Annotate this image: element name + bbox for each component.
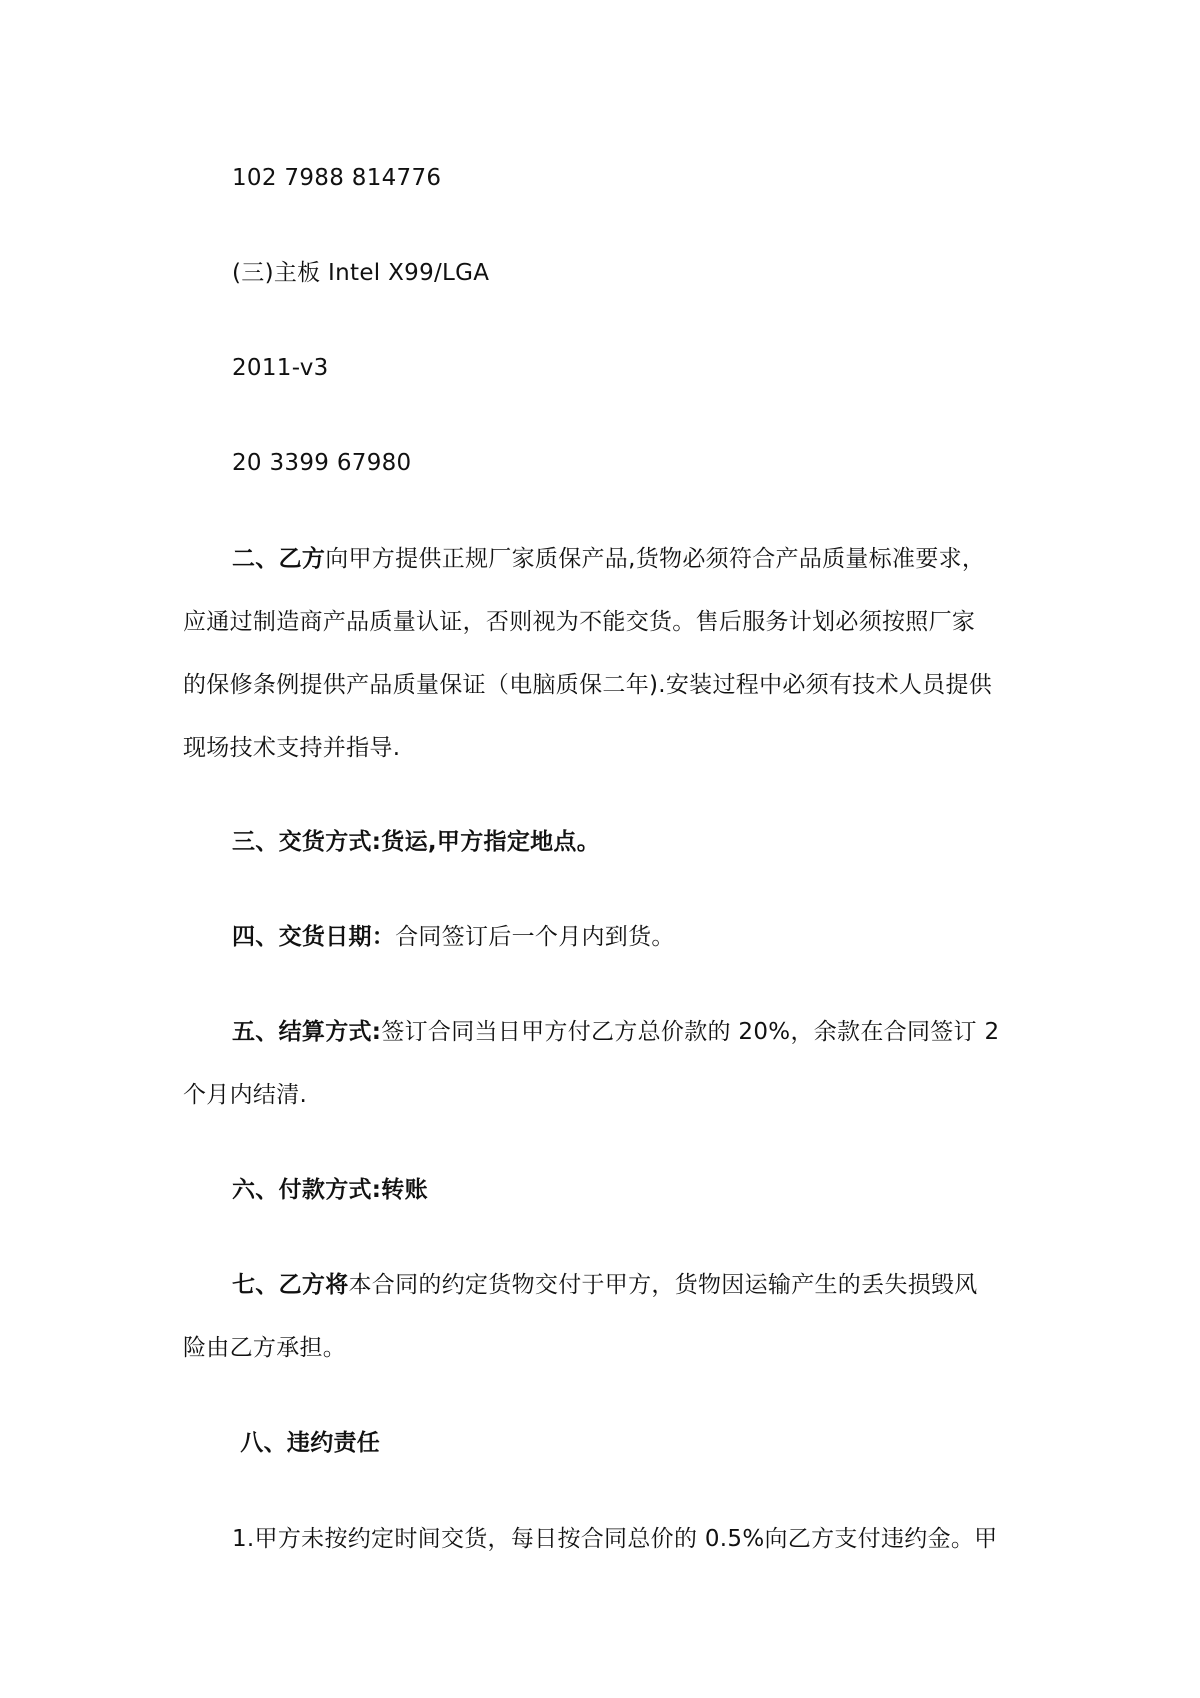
clause-4 <box>232 922 675 952</box>
part-line-4: 20 3399 67980 <box>232 450 412 476</box>
clause-3: 三、交货方式:货运,甲方指定地点。 <box>232 829 601 855</box>
clause-5-heading: 五、结算方式: <box>232 1019 382 1045</box>
clause-2-text: 向甲方提供正规厂家质保产品,货物必须符合产品质量标准要求， <box>325 546 986 572</box>
clause-4-heading: 四、交货日期： <box>232 924 396 950</box>
part-line-1: 102 7988 814776 <box>232 165 442 191</box>
part-line-2: (三)主板 Intel X99/LGA <box>232 260 490 286</box>
clause-8-item-1: 1.甲方未按约定时间交货，每日按合同总价的 0.5%向乙方支付违约金。甲 <box>232 1526 998 1552</box>
clause-2-line-2: 应通过制造商产品质量认证，否则视为不能交货。售后服务计划必须按照厂家 <box>183 609 976 635</box>
clause-7-line-1 <box>232 1270 978 1300</box>
clause-5-text: 签订合同当日甲方付乙方总价款的 20%，余款在合同签订 2 <box>381 1019 1000 1045</box>
clause-2-line-4: 现场技术支持并指导. <box>183 735 401 761</box>
clause-2-heading: 二、乙方 <box>232 546 326 572</box>
clause-6: 六、付款方式:转账 <box>232 1177 428 1203</box>
clause-4-text: 合同签订后一个月内到货。 <box>395 924 675 950</box>
clause-8-heading: 八、违约责任 <box>232 1430 381 1456</box>
clause-5-line-2: 个月内结清. <box>183 1082 308 1108</box>
part-line-3: 2011-v3 <box>232 355 329 381</box>
clause-5-line-1 <box>232 1017 999 1047</box>
clause-7-text: 本合同的约定货物交付于甲方，货物因运输产生的丢失损毁风 <box>348 1272 978 1298</box>
clause-2-line-1 <box>232 544 985 574</box>
clause-2-line-3: 的保修条例提供产品质量保证（电脑质保二年).安装过程中必须有技术人员提供 <box>183 672 993 698</box>
clause-7-line-2: 险由乙方承担。 <box>183 1335 347 1361</box>
clause-7-heading: 七、乙方将 <box>232 1272 349 1298</box>
